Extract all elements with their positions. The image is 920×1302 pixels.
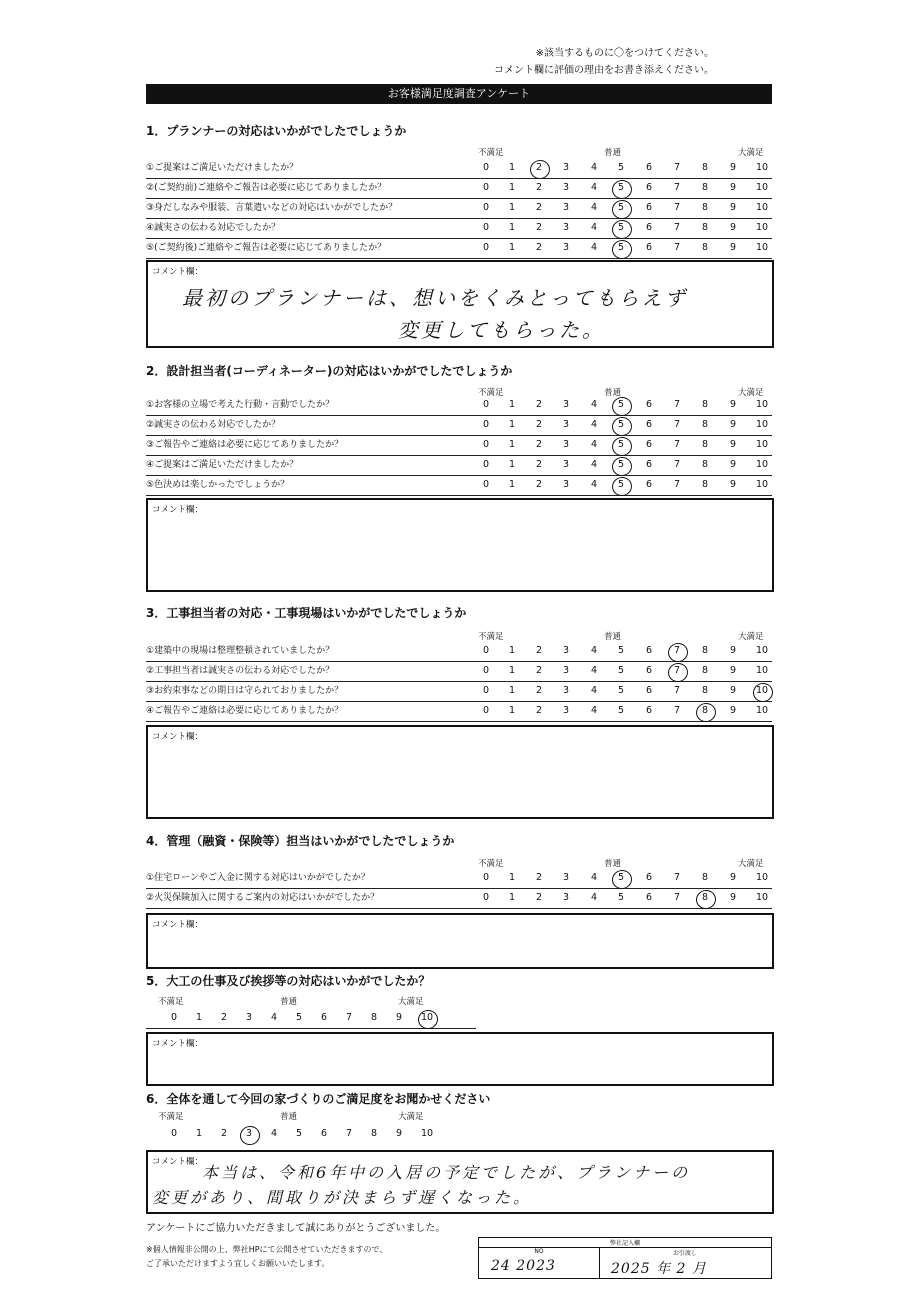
- scale-number[interactable]: 0: [482, 202, 490, 213]
- scale-number[interactable]: 4: [590, 665, 598, 676]
- scale-number[interactable]: 3: [562, 162, 570, 173]
- scale-number[interactable]: 10: [420, 1012, 434, 1023]
- scale-number[interactable]: 10: [755, 892, 769, 903]
- scale-number[interactable]: 10: [755, 222, 769, 233]
- stamp-divider: [599, 1247, 600, 1278]
- scale-number[interactable]: 10: [755, 872, 769, 883]
- scale-number[interactable]: 9: [729, 892, 737, 903]
- s5-mid-label: 普通: [280, 997, 298, 1007]
- scale-number[interactable]: 6: [645, 479, 653, 490]
- scale-number[interactable]: 1: [508, 222, 516, 233]
- scale-number[interactable]: 8: [701, 182, 709, 193]
- scale-number[interactable]: 3: [562, 479, 570, 490]
- question-label: ③お約束事などの期日は守られておりましたか？: [146, 686, 344, 696]
- scale-number[interactable]: 9: [729, 399, 737, 410]
- scale-number[interactable]: 8: [370, 1128, 378, 1139]
- scale-number[interactable]: 6: [645, 182, 653, 193]
- no-label: NO: [534, 1248, 544, 1255]
- section-4-comment-box: [146, 913, 774, 969]
- scale-number[interactable]: 4: [590, 242, 598, 253]
- question-label: ⑤(ご契約後)ご連絡やご報告は必要に応じてありましたか？: [146, 243, 387, 253]
- scale-number[interactable]: 5: [617, 182, 625, 193]
- scale-number[interactable]: 5: [617, 705, 625, 716]
- comment-label: コメント欄：: [152, 732, 204, 742]
- scale-number[interactable]: 2: [535, 892, 543, 903]
- scale-number[interactable]: 2: [535, 479, 543, 490]
- question-label: ⑤色決めは楽しかったでしょうか？: [146, 480, 290, 490]
- scale-number[interactable]: 7: [673, 665, 681, 676]
- scale-number[interactable]: 10: [755, 399, 769, 410]
- scale-number[interactable]: 4: [590, 202, 598, 213]
- scale-number[interactable]: 6: [645, 439, 653, 450]
- s5-low-label: 不満足: [158, 997, 184, 1007]
- scale-number[interactable]: 5: [617, 665, 625, 676]
- question-row: [146, 238, 772, 259]
- scale-number[interactable]: 7: [673, 892, 681, 903]
- scale-number[interactable]: 2: [535, 419, 543, 430]
- scale-number[interactable]: 0: [482, 182, 490, 193]
- question-label: ④ご提案はご満足いただけましたか？: [146, 460, 299, 470]
- scale-number[interactable]: 6: [645, 202, 653, 213]
- scale-number[interactable]: 8: [701, 419, 709, 430]
- scale-number[interactable]: 5: [295, 1012, 303, 1023]
- scale-number[interactable]: 6: [645, 685, 653, 696]
- question-row: [146, 701, 772, 722]
- comment-label: コメント欄：: [152, 1157, 204, 1167]
- scale-number[interactable]: 4: [590, 705, 598, 716]
- scale-number[interactable]: 4: [590, 872, 598, 883]
- scale-number[interactable]: 5: [617, 439, 625, 450]
- scale-number[interactable]: 8: [701, 222, 709, 233]
- question-row: [146, 415, 772, 436]
- comment-label: コメント欄：: [152, 1039, 204, 1049]
- scale-number[interactable]: 4: [270, 1012, 278, 1023]
- scale-number[interactable]: 0: [482, 479, 490, 490]
- scale-number[interactable]: 6: [645, 222, 653, 233]
- scale-number[interactable]: 8: [701, 872, 709, 883]
- scale-number[interactable]: 9: [729, 242, 737, 253]
- scale-number[interactable]: 5: [617, 892, 625, 903]
- scale-number[interactable]: 6: [645, 872, 653, 883]
- scale-number[interactable]: 1: [508, 665, 516, 676]
- question-label: ③ご報告やご連絡は必要に応じてありましたか？: [146, 440, 344, 450]
- scale-number[interactable]: 6: [645, 419, 653, 430]
- scale-number[interactable]: 1: [195, 1012, 203, 1023]
- scale-number[interactable]: 7: [673, 479, 681, 490]
- scale-number[interactable]: 3: [245, 1012, 253, 1023]
- section-6-heading: 6．全体を通して今回の家づくりのご満足度をお聞かせください: [146, 1092, 491, 1106]
- scale-number[interactable]: 7: [673, 705, 681, 716]
- section-5-heading: 5．大工の仕事及び挨拶等の対応はいかがでしたか？: [146, 974, 431, 988]
- scale-number[interactable]: 2: [535, 222, 543, 233]
- scale-number[interactable]: 9: [729, 665, 737, 676]
- scale-low-label: 不満足: [478, 632, 504, 642]
- scale-number[interactable]: 7: [673, 182, 681, 193]
- scale-number[interactable]: 5: [617, 399, 625, 410]
- section-6-scale: [146, 1124, 476, 1144]
- scale-number[interactable]: 1: [508, 242, 516, 253]
- scale-number[interactable]: 1: [508, 419, 516, 430]
- question-row: [146, 158, 772, 179]
- question-row: [146, 198, 772, 219]
- question-label: ①住宅ローンやご入金に関する対応はいかがでしたか？: [146, 873, 370, 883]
- scale-number[interactable]: 10: [755, 685, 769, 696]
- scale-low-label: 不満足: [478, 859, 504, 869]
- scale-number[interactable]: 10: [755, 182, 769, 193]
- scale-number[interactable]: 2: [535, 705, 543, 716]
- scale-number[interactable]: 3: [562, 665, 570, 676]
- scale-number[interactable]: 3: [562, 705, 570, 716]
- scale-number[interactable]: 7: [673, 459, 681, 470]
- scale-mid-label: 普通: [604, 148, 622, 158]
- question-label: ②火災保険加入に関するご案内の対応はいかがでしたか？: [146, 893, 380, 903]
- scale-number[interactable]: 7: [673, 872, 681, 883]
- scale-number[interactable]: 5: [295, 1128, 303, 1139]
- question-row: [146, 661, 772, 682]
- s6-low-label: 不満足: [158, 1112, 184, 1122]
- scale-number[interactable]: 3: [562, 459, 570, 470]
- scale-number[interactable]: 3: [562, 182, 570, 193]
- thanks-message: アンケートにご協力いただきまして誠にありがとうございました。: [146, 1223, 446, 1234]
- scale-number[interactable]: 9: [729, 439, 737, 450]
- scale-number[interactable]: 5: [617, 479, 625, 490]
- scale-number[interactable]: 0: [482, 399, 490, 410]
- scale-number[interactable]: 4: [590, 162, 598, 173]
- question-label: ①建築中の現場は整理整頓されていましたか？: [146, 646, 335, 656]
- scale-mid-label: 普通: [604, 632, 622, 642]
- scale-number[interactable]: 5: [617, 872, 625, 883]
- scale-number[interactable]: 1: [508, 399, 516, 410]
- section-6-comment-box: [146, 1150, 774, 1214]
- scale-number[interactable]: 5: [617, 242, 625, 253]
- scale-number[interactable]: 7: [673, 202, 681, 213]
- scale-number[interactable]: 1: [508, 202, 516, 213]
- scale-number[interactable]: 2: [220, 1012, 228, 1023]
- scale-number[interactable]: 7: [673, 162, 681, 173]
- question-label: ②工事担当者は誠実さの伝わる対応でしたか？: [146, 666, 335, 676]
- scale-number[interactable]: 1: [195, 1128, 203, 1139]
- scale-number[interactable]: 8: [701, 439, 709, 450]
- scale-number[interactable]: 0: [482, 892, 490, 903]
- scale-number[interactable]: 5: [617, 459, 625, 470]
- question-row: [146, 681, 772, 702]
- scale-number[interactable]: 7: [673, 399, 681, 410]
- scale-number[interactable]: 6: [645, 399, 653, 410]
- office-use-header: 弊社記入欄: [479, 1238, 771, 1248]
- section-1-heading: 1．プランナーの対応はいかがでしたでしょうか: [146, 124, 407, 138]
- scale-number[interactable]: 8: [701, 705, 709, 716]
- scale-number[interactable]: 3: [562, 399, 570, 410]
- scale-number[interactable]: 4: [590, 182, 598, 193]
- section-6-comment-line-2: 変更があり、間取りが決まらず遅くなった。: [152, 1188, 533, 1207]
- scale-number[interactable]: 4: [590, 685, 598, 696]
- scale-number[interactable]: 0: [482, 685, 490, 696]
- question-row: [146, 455, 772, 476]
- scale-number[interactable]: 10: [755, 202, 769, 213]
- scale-number[interactable]: 2: [535, 872, 543, 883]
- scale-number[interactable]: 3: [562, 872, 570, 883]
- scale-number[interactable]: 4: [590, 479, 598, 490]
- scale-number[interactable]: 1: [508, 872, 516, 883]
- scale-number[interactable]: 9: [729, 182, 737, 193]
- scale-number[interactable]: 8: [701, 645, 709, 656]
- scale-number[interactable]: 7: [673, 439, 681, 450]
- scale-number[interactable]: 9: [729, 705, 737, 716]
- scale-number[interactable]: 2: [535, 685, 543, 696]
- scale-number[interactable]: 6: [320, 1128, 328, 1139]
- comment-handwriting: 最初のプランナーは、想いをくみとってもらえず: [182, 286, 688, 310]
- scale-mid-label: 普通: [604, 859, 622, 869]
- scale-number[interactable]: 5: [617, 202, 625, 213]
- scale-number[interactable]: 8: [701, 459, 709, 470]
- scale-number[interactable]: 5: [617, 645, 625, 656]
- scale-number[interactable]: 1: [508, 459, 516, 470]
- scale-number[interactable]: 8: [701, 202, 709, 213]
- no-value: 24 2023: [491, 1258, 556, 1274]
- scale-low-label: 不満足: [478, 148, 504, 158]
- question-row: [146, 475, 772, 496]
- scale-number[interactable]: 8: [701, 479, 709, 490]
- question-label: ②(ご契約前)ご連絡やご報告は必要に応じてありましたか？: [146, 183, 387, 193]
- s6-mid-label: 普通: [280, 1112, 298, 1122]
- question-row: [146, 178, 772, 199]
- scale-number[interactable]: 3: [245, 1128, 253, 1139]
- scale-number[interactable]: 2: [535, 399, 543, 410]
- scale-number[interactable]: 9: [729, 685, 737, 696]
- scale-number[interactable]: 2: [535, 202, 543, 213]
- scale-number[interactable]: 0: [482, 645, 490, 656]
- scale-low-label: 不満足: [478, 388, 504, 398]
- scale-number[interactable]: 6: [645, 705, 653, 716]
- question-row: [146, 218, 772, 239]
- scale-number[interactable]: 9: [729, 479, 737, 490]
- scale-number[interactable]: 10: [755, 479, 769, 490]
- office-use-box: [478, 1237, 772, 1279]
- scale-mid-label: 普通: [604, 388, 622, 398]
- scale-number[interactable]: 6: [645, 459, 653, 470]
- scale-number[interactable]: 10: [420, 1128, 434, 1139]
- scale-number[interactable]: 2: [535, 459, 543, 470]
- scale-number[interactable]: 3: [562, 222, 570, 233]
- scale-number[interactable]: 5: [617, 222, 625, 233]
- scale-number[interactable]: 4: [590, 439, 598, 450]
- scale-number[interactable]: 0: [482, 162, 490, 173]
- handover-value: 2025 年 2 月: [611, 1261, 707, 1277]
- scale-high-label: 大満足: [738, 148, 764, 158]
- question-label: ②誠実さの伝わる対応でしたか？: [146, 420, 281, 430]
- scale-number[interactable]: 8: [701, 399, 709, 410]
- scale-number[interactable]: 7: [673, 242, 681, 253]
- comment-handwriting: 変更してもらった。: [398, 318, 605, 342]
- scale-number[interactable]: 1: [508, 705, 516, 716]
- scale-number[interactable]: 9: [729, 872, 737, 883]
- scale-number[interactable]: 3: [562, 202, 570, 213]
- question-row: [146, 888, 772, 909]
- scale-number[interactable]: 10: [755, 705, 769, 716]
- scale-number[interactable]: 10: [755, 665, 769, 676]
- scale-number[interactable]: 4: [590, 645, 598, 656]
- scale-number[interactable]: 10: [755, 459, 769, 470]
- scale-number[interactable]: 10: [755, 439, 769, 450]
- scale-number[interactable]: 9: [395, 1012, 403, 1023]
- scale-number[interactable]: 0: [170, 1012, 178, 1023]
- section-2-comment-box: [146, 498, 774, 592]
- scale-number[interactable]: 8: [701, 892, 709, 903]
- question-label: ④ご報告やご連絡は必要に応じてありましたか？: [146, 706, 344, 716]
- scale-number[interactable]: 0: [482, 665, 490, 676]
- s6-high-label: 大満足: [398, 1112, 424, 1122]
- scale-number[interactable]: 8: [370, 1012, 378, 1023]
- comment-label: コメント欄：: [152, 267, 204, 277]
- scale-number[interactable]: 0: [482, 222, 490, 233]
- scale-number[interactable]: 1: [508, 182, 516, 193]
- s5-high-label: 大満足: [398, 997, 424, 1007]
- section-4-heading: 4．管理（融資・保険等）担当はいかがでしたでしょうか: [146, 834, 455, 848]
- handover-label: お引渡し: [672, 1250, 697, 1257]
- section-3-comment-box: [146, 725, 774, 819]
- question-row: [146, 641, 772, 662]
- scale-number[interactable]: 1: [508, 479, 516, 490]
- privacy-note-1: ※個人情報非公開の上、弊社HPにて公開させていただきますので、: [146, 1245, 388, 1254]
- scale-number[interactable]: 6: [320, 1012, 328, 1023]
- instruction-note-1: ※該当するものに〇をつけてください。: [535, 48, 714, 59]
- scale-high-label: 大満足: [738, 632, 764, 642]
- question-label: ①お客様の立場で考えた行動・言動でしたか？: [146, 400, 335, 410]
- scale-number[interactable]: 7: [673, 222, 681, 233]
- scale-number[interactable]: 3: [562, 419, 570, 430]
- scale-number[interactable]: 2: [535, 439, 543, 450]
- scale-number[interactable]: 4: [590, 419, 598, 430]
- scale-number[interactable]: 2: [535, 645, 543, 656]
- scale-number[interactable]: 2: [535, 665, 543, 676]
- scale-number[interactable]: 9: [729, 222, 737, 233]
- privacy-note-2: ご了承いただけますよう宜しくお願いいたします。: [146, 1259, 330, 1268]
- question-label: ①ご提案はご満足いただけましたか？: [146, 163, 299, 173]
- survey-title: お客様満足度調査アンケート: [146, 84, 772, 104]
- scale-number[interactable]: 5: [617, 162, 625, 173]
- scale-number[interactable]: 7: [673, 645, 681, 656]
- scale-number[interactable]: 10: [755, 419, 769, 430]
- scale-high-label: 大満足: [738, 859, 764, 869]
- question-label: ④誠実さの伝わる対応でしたか？: [146, 223, 281, 233]
- question-row: [146, 435, 772, 456]
- question-row: [146, 868, 772, 889]
- scale-number[interactable]: 8: [701, 162, 709, 173]
- scale-number[interactable]: 6: [645, 892, 653, 903]
- scale-number[interactable]: 7: [673, 685, 681, 696]
- scale-number[interactable]: 5: [617, 419, 625, 430]
- scale-number[interactable]: 2: [220, 1128, 228, 1139]
- comment-label: コメント欄：: [152, 505, 204, 515]
- scale-number[interactable]: 8: [701, 665, 709, 676]
- scale-number[interactable]: 9: [729, 162, 737, 173]
- scale-number[interactable]: 4: [590, 459, 598, 470]
- scale-number[interactable]: 9: [729, 645, 737, 656]
- scale-number[interactable]: 2: [535, 162, 543, 173]
- scale-number[interactable]: 1: [508, 892, 516, 903]
- scale-number[interactable]: 0: [482, 459, 490, 470]
- scale-number[interactable]: 10: [755, 162, 769, 173]
- scale-high-label: 大満足: [738, 388, 764, 398]
- scale-number[interactable]: 4: [590, 222, 598, 233]
- instruction-note-2: コメント欄に評価の理由をお書き添えください。: [494, 65, 714, 76]
- scale-number[interactable]: 5: [617, 685, 625, 696]
- scale-number[interactable]: 8: [701, 685, 709, 696]
- scale-number[interactable]: 0: [482, 419, 490, 430]
- scale-number[interactable]: 2: [535, 182, 543, 193]
- scale-number[interactable]: 1: [508, 439, 516, 450]
- scale-number[interactable]: 1: [508, 162, 516, 173]
- scale-number[interactable]: 3: [562, 645, 570, 656]
- scale-number[interactable]: 0: [482, 439, 490, 450]
- scale-number[interactable]: 9: [729, 459, 737, 470]
- scale-number[interactable]: 1: [508, 645, 516, 656]
- section-3-heading: 3．工事担当者の対応・工事現場はいかがでしたでしょうか: [146, 606, 467, 620]
- scale-number[interactable]: 8: [701, 242, 709, 253]
- scale-number[interactable]: 10: [755, 242, 769, 253]
- scale-number[interactable]: 0: [482, 705, 490, 716]
- scale-number[interactable]: 0: [482, 872, 490, 883]
- scale-number[interactable]: 9: [729, 202, 737, 213]
- scale-number[interactable]: 1: [508, 685, 516, 696]
- scale-number[interactable]: 7: [345, 1128, 353, 1139]
- section-1-comment-box: [146, 260, 774, 348]
- scale-number[interactable]: 3: [562, 892, 570, 903]
- scale-number[interactable]: 2: [535, 242, 543, 253]
- scale-number[interactable]: 9: [395, 1128, 403, 1139]
- scale-number[interactable]: 0: [482, 242, 490, 253]
- question-row: [146, 395, 772, 416]
- scale-number[interactable]: 4: [590, 399, 598, 410]
- scale-number[interactable]: 3: [562, 685, 570, 696]
- scale-number[interactable]: 0: [170, 1128, 178, 1139]
- section-6-comment-line-1: 本当は、令和6年中の入居の予定でしたが、プランナーの: [202, 1163, 691, 1182]
- scale-number[interactable]: 7: [673, 419, 681, 430]
- scale-number[interactable]: 6: [645, 162, 653, 173]
- scale-number[interactable]: 3: [562, 242, 570, 253]
- question-label: ③身だしなみや服装、言葉遣いなどの対応はいかがでしたか？: [146, 203, 398, 213]
- section-2-heading: 2．設計担当者(コーディネーター)の対応はいかがでしたでしょうか: [146, 364, 513, 378]
- scale-number[interactable]: 6: [645, 242, 653, 253]
- scale-number[interactable]: 6: [645, 665, 653, 676]
- scale-number[interactable]: 4: [590, 892, 598, 903]
- scale-number[interactable]: 6: [645, 645, 653, 656]
- scale-number[interactable]: 10: [755, 645, 769, 656]
- section-5-scale: [146, 1008, 476, 1029]
- scale-number[interactable]: 7: [345, 1012, 353, 1023]
- scale-number[interactable]: 3: [562, 439, 570, 450]
- comment-label: コメント欄：: [152, 920, 204, 930]
- scale-number[interactable]: 4: [270, 1128, 278, 1139]
- section-5-comment-box: [146, 1032, 774, 1086]
- scale-number[interactable]: 9: [729, 419, 737, 430]
